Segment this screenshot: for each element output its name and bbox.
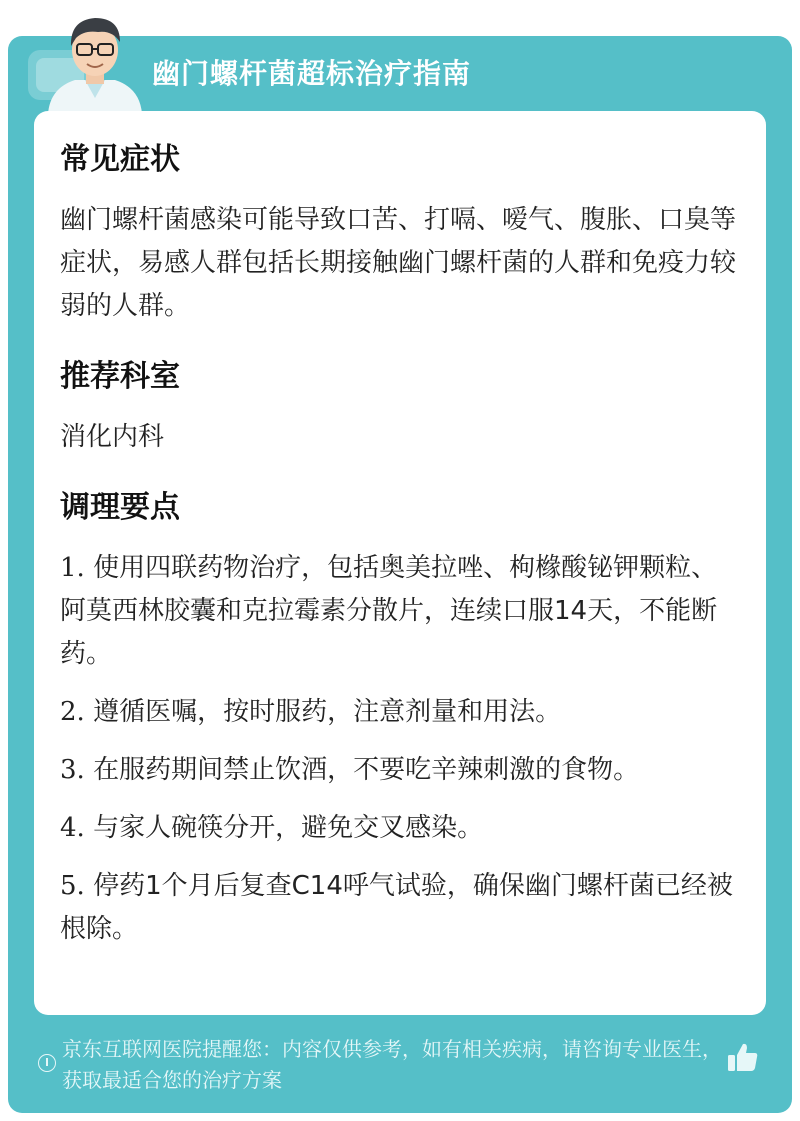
department-heading: 推荐科室 — [60, 359, 180, 394]
symptoms-text: 幽门螺杆菌感染可能导致口苦、打嗝、嗳气、腹胀、口臭等症状，易感人群包括长期接触幽门螺杆菌的人群和免疫力较弱的人群。 — [60, 205, 737, 321]
page-title: 幽门螺杆菌超标治疗指南 — [152, 57, 472, 90]
thumbs-up-icon[interactable] — [726, 1040, 760, 1074]
symptoms-heading: 常见症状 — [60, 142, 180, 177]
care-tip-item: 5. 停药1个月后复查C14呼气试验，确保幽门螺杆菌已经被根除。 — [60, 871, 733, 944]
care-tip-item: 3. 在服药期间禁止饮酒，不要吃辛辣刺激的食物。 — [60, 755, 640, 785]
care-tip-item: 2. 遵循医嘱，按时服药，注意剂量和用法。 — [60, 697, 562, 727]
care-heading: 调理要点 — [60, 490, 180, 525]
care-tip-item: 4. 与家人碗筷分开，避免交叉感染。 — [60, 813, 484, 843]
info-icon — [38, 1054, 56, 1072]
care-tips-list — [60, 547, 740, 951]
disclaimer-text: 京东互联网医院提醒您：内容仅供参考，如有相关疾病，请咨询专业医生，获取最适合您的治疗方案 — [62, 1037, 722, 1092]
department-text: 消化内科 — [60, 422, 165, 452]
doctor-avatar — [40, 6, 150, 114]
care-tip-item: 1. 使用四联药物治疗，包括奥美拉唑、枸橼酸铋钾颗粒、阿莫西林胶囊和克拉霉素分散片，连续口服14天，不能断药。 — [60, 553, 718, 669]
content-card — [34, 111, 766, 1015]
